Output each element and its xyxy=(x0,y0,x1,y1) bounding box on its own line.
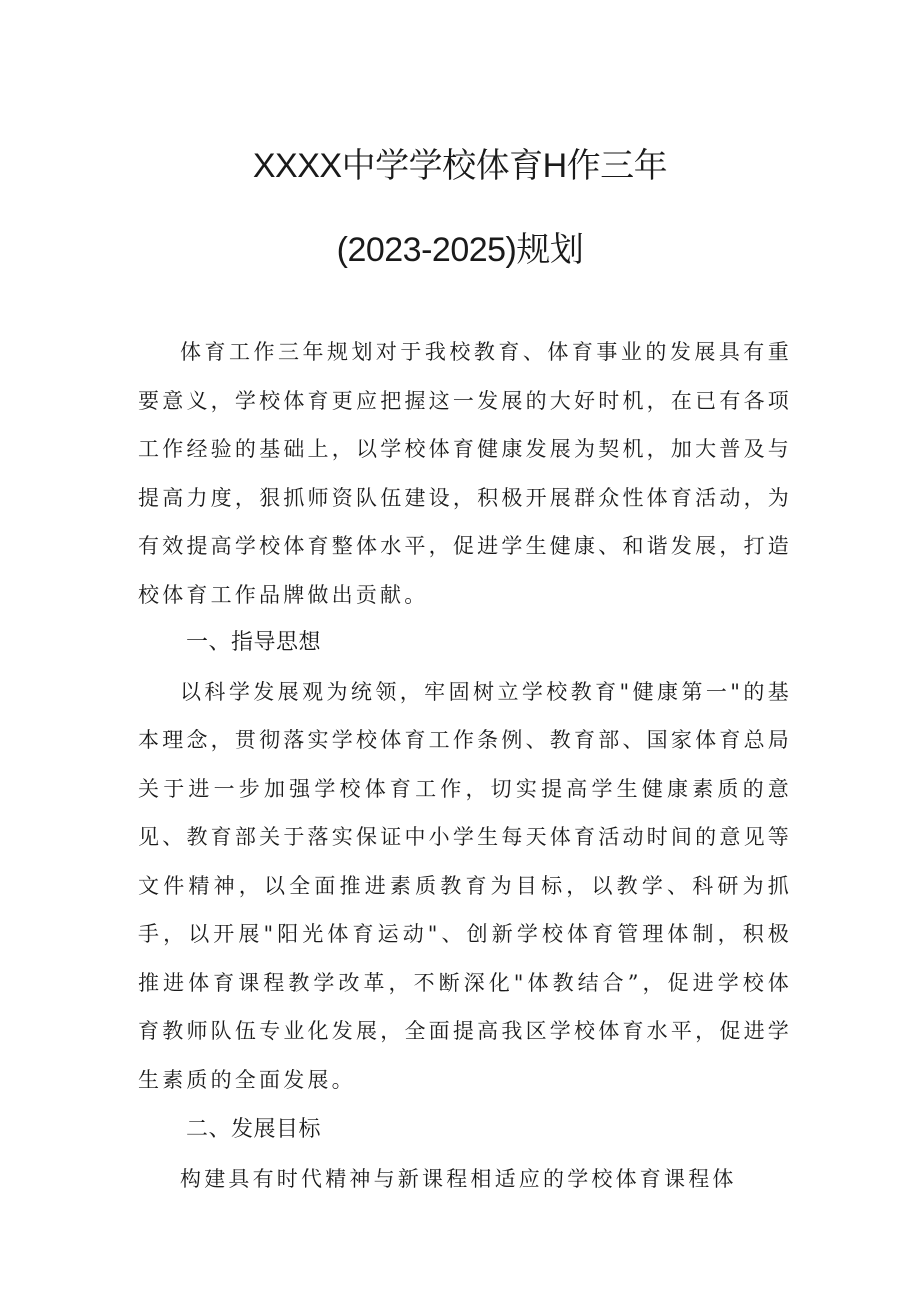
intro-paragraph: 体育工作三年规划对于我校教育、体育事业的发展具有重要意义，学校体育更应把握这一发展的大好时机，在已有各项工作经验的基础上，以学校体育健康发展为契机，加大普及与提高力度，狠抓师资队伍建设，积极开展群众性体育活动，为有效提高学校体育整体水平，促进学生健康、和谐发展，打造校体育工作品牌做出贡献。 xyxy=(138,340,792,607)
document-title-line2: (2023-2025)规划 xyxy=(336,231,584,269)
section-heading-guiding-ideology: 一、指导思想 xyxy=(186,630,322,655)
document-title-line1: XXXX中学学校体育H作三年 xyxy=(252,147,668,185)
development-goals-paragraph: 构建具有时代精神与新课程相适应的学校体育课程体 xyxy=(180,1166,737,1191)
document-body xyxy=(138,328,792,1203)
section-heading-development-goals: 二、发展目标 xyxy=(186,1117,322,1142)
guiding-ideology-paragraph: 以科学发展观为统领，牢固树立学校教育"健康第一"的基本理念，贯彻落实学校体育工作条例、教育部、国家体育总局关于进一步加强学校体育工作，切实提高学生健康素质的意见、教育部关于落实保证中小学生每天体育活动时间的意见等文件精神，以全面推进素质教育为目标，以教学、科研为抓手，以开展"阳光体育运动"、创新学校体育管理体制，积极推进体育课程教学改革，不断深化"体教结合”，促进学校体育教师队伍专业化发展，全面提高我区学校体育水平，促进学生素质的全面发展。 xyxy=(138,679,792,1092)
